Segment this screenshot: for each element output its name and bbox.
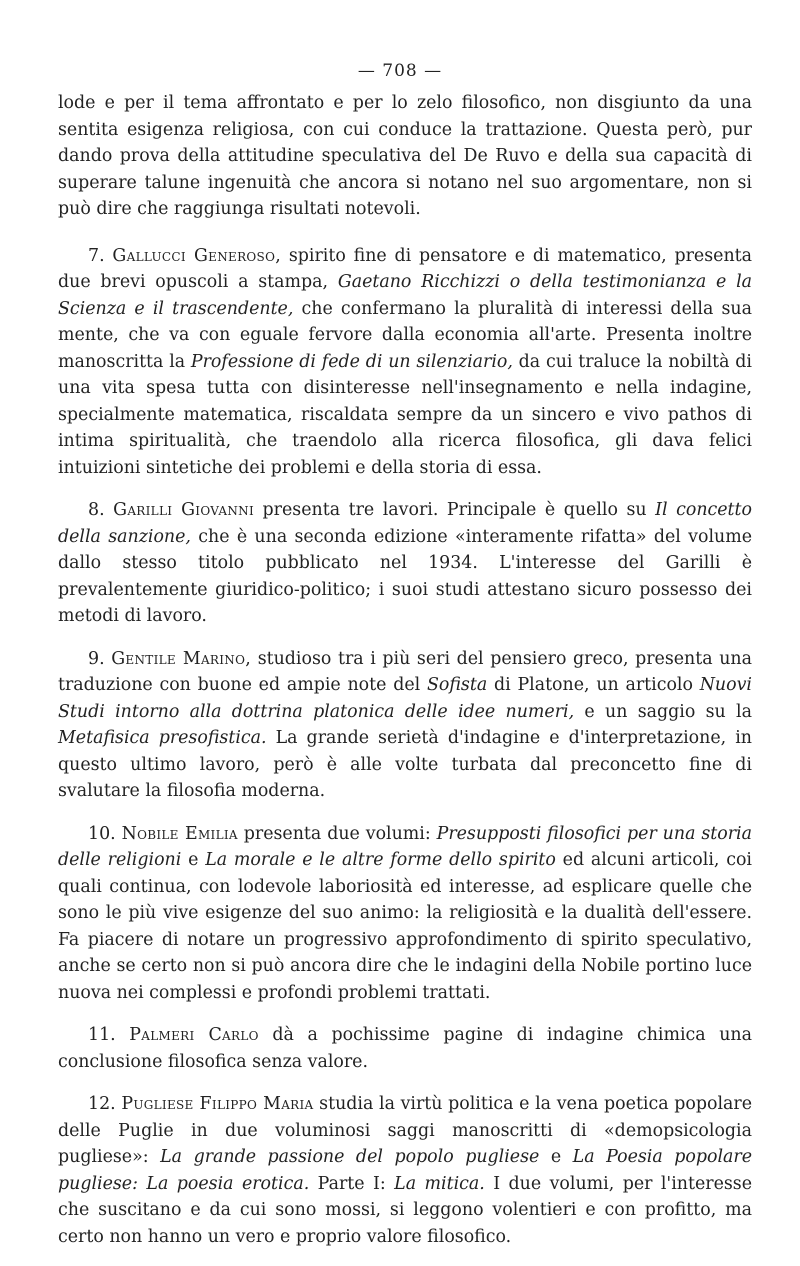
work-title: Gaetano Ricchizzi o della testimonianza e la Scienza e il trascendente, [58,272,752,319]
item-text: e [181,850,206,870]
item-text: studioso tra i più seri del pensiero greco, presenta una traduzione con buone ed ampie note del [58,648,752,695]
item-text: I due volumi, per l'interesse che suscitano e da cui sono mossi, si leggono volentieri e con profitto, ma certo non hanno un vero e proprio valore filosofico. [58,1173,753,1247]
item-text: ed alcuni articoli, coi quali continua, con lodevole laboriosità ed interesse, ad esplicare quelle che sono le più vive esigenze del suo animo: la religiosità e la dualità dell'essere. Fa piacere di notare un progressivo approfondimento di spirito speculativo, anche se certo non si può ancora dire che le indagini della Nobile portino luce nuova nei complessi e profondi problemi trattati. [58,850,752,1003]
item-number: 8. [88,500,105,520]
work-title: Sofista [426,675,488,695]
item-text: Parte I: [309,1173,395,1194]
item-number: 11. [88,1025,116,1045]
item-text: spirito fine di pensatore e di matematico, presenta due brevi opuscoli a stampa, [58,245,752,292]
work-title: Il concetto della sanzione, [58,500,753,547]
item-text: che è una seconda edizione «interamente rifatta» del volume dallo stesso titolo pubblicato nel 1934. L'interesse del Garilli è prevalentemente giuridico-politico; i suoi studi attestano sicuro possesso dei metodi di lavoro. [58,526,753,626]
item-text: La grande serietà d'indagine e d'interpretazione, in questo ultimo lavoro, però è alle volte turbata dal preconcetto fine di svalutare la filosofia moderna. [58,728,752,801]
paragraph-item-7 [58,243,752,482]
item-text: presenta tre lavori. Principale è quello su [254,500,656,520]
page-number: — 708 — [357,61,443,81]
work-title: Metafisica presofistica. [58,728,267,748]
item-text: studia la virtù politica e la vena poetica popolare delle Puglie in due voluminosi saggi manoscritti di «demopsicologia pugliese»: [58,1094,752,1167]
author-name: Gentile Marino, [111,648,252,669]
work-title: La grande passione del popolo pugliese [160,1147,540,1167]
work-title: La Poesia popolare pugliese: La poesia erotica. [58,1147,752,1194]
author-name: Palmeri Carlo [129,1025,259,1045]
paragraph-item-12 [58,1091,752,1250]
work-title: La morale e le altre forme dello spirito [205,850,556,870]
item-text: che confermano la pluralità di interessi della sua mente, che va con eguale fervore dalla economia all'arte. Presenta inoltre manoscritta la [58,298,752,372]
item-number: 10. [88,823,116,844]
item-number: 9. [88,648,105,669]
work-title: Professione di fede di un silenziario, [190,351,513,372]
item-text: da cui traluce la nobiltà di una vita spesa tutta con disinteresse nell'insegnamento e nella indagine, specialmente matematica, riscaldata sempre da un sincero e vivo pathos di intima spiritualità, che traendolo alla ricerca filosofica, gli dava felici intuizioni sintetiche dei problemi e della storia di essa. [58,351,752,478]
item-number: 12. [88,1094,116,1114]
paragraph-continuation: lode e per il tema affrontato e per lo zelo filosofico, non disgiunto da una sentita esigenza religiosa, con cui conduce la trattazione. Questa però, pur dando prova della attitudine speculativa del De Ruvo e della sua capacità di superare talune ingenuità che ancora si notano nel suo argomentare, non si può dire che raggiunga risultati notevoli. [58,93,752,219]
paragraph-item-9 [58,646,752,805]
work-title: Nuovi Studi intorno alla dottrina platonica delle idee numeri, [58,675,752,722]
item-text: di Platone, un articolo [487,675,700,695]
paragraph-item-11 [58,1022,752,1075]
item-text: presenta due volumi: [237,823,437,844]
item-text: e [539,1147,573,1167]
item-text: e un saggio su la [574,701,752,722]
item-number: 7. [88,245,105,266]
body-text [58,90,752,1266]
author-name: Gallucci Generoso, [112,245,282,266]
work-title: La mitica. [394,1173,485,1194]
paragraph-item-8 [58,497,752,630]
author-name: Pugliese Filippo Maria [121,1094,314,1114]
author-name: Garilli Giovanni [113,500,255,520]
item-text: dà a pochissime pagine di indagine chimica una conclusione filosofica senza valore. [58,1025,753,1072]
work-title: Presupposti filosofici per una storia delle religioni [58,823,752,870]
author-name: Nobile Emilia [121,823,238,844]
paragraph-item-10 [58,821,752,1007]
